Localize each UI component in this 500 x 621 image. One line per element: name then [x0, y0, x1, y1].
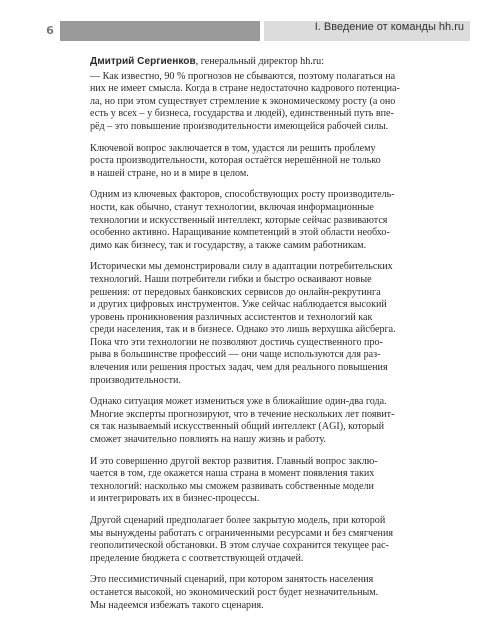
text-line: чается в том, где окажется наша страна в момент появления таких: [90, 468, 375, 480]
header-bar-left: [40, 21, 260, 41]
text-line: ности, как обычно, станут технологии, включая информационные: [90, 201, 374, 213]
section-title: I. Введение от команды hh.ru: [314, 21, 464, 33]
text-line: и интегрировать их в бизнес-процессы.: [90, 493, 260, 505]
text-line: влечения или решения простых задач, чем для реального повышения: [90, 362, 388, 374]
text-line: Пока что эти технологии не позволяют достичь существенного про-: [90, 336, 383, 348]
text-line: есть у всех – у бизнеса, государства и людей), единственный путь впе-: [90, 108, 394, 120]
text-line: Многие эксперты прогнозируют, что в течение нескольких лет появит-: [90, 408, 395, 420]
text-line: особенно активно. Наращивание компетенций в этой области необхо-: [90, 227, 390, 239]
text-line: технологий. Наши потребители гибки и быстро осваивают новые: [90, 273, 372, 285]
text-line: среди населения, так и в бизнесе. Однако это лишь верхушка айсберга.: [90, 324, 396, 336]
text-line: в нашей стране, но и в мире в целом.: [90, 167, 249, 179]
text-line: производительности.: [90, 374, 181, 386]
text-line: Одним из ключевых факторов, способствующих росту производитель-: [90, 189, 395, 201]
text-line: технологий: насколько мы сможем развивать собственные модели: [90, 480, 374, 492]
text-line: решения: от передовых банковских сервисов до онлайн-рекрутинга: [90, 286, 381, 298]
paragraph: [90, 143, 454, 181]
text-line: Ключевой вопрос заключается в том, удастся ли решить проблему: [90, 142, 376, 154]
paragraph: [90, 189, 454, 252]
text-line: останется высокой, но экономический рост будет незначительным.: [90, 586, 379, 598]
text-line: Мы надеемся избежать такого сценария.: [90, 599, 264, 611]
paragraph: [90, 456, 454, 506]
text-line: рёд – это повышение производительности имеющейся рабочей силы.: [90, 120, 389, 132]
text-line: ла, но при этом существует стремление к экономическому росту (а оно: [90, 95, 396, 107]
text-line: И это совершенно другой вектор развития. Главный вопрос заклю-: [90, 455, 378, 467]
text-line: Однако ситуация может измениться уже в ближайшие один-два года.: [90, 396, 387, 408]
text-line: них не имеет смысла. Когда в стране недостаточно кадрового потенциа-: [90, 83, 400, 95]
text-line: роста производительности, которая остаётся нерешённой не только: [90, 155, 381, 167]
text-line: геополитической обстановки. В этом случае сохранится текущее рас-: [90, 540, 389, 552]
text-line: и других цифровых инструментов. Уже сейчас наблюдается высокий: [90, 299, 387, 311]
text-line: Другой сценарий предполагает более закрытую модель, при которой: [90, 515, 386, 526]
paragraph: [90, 574, 454, 612]
text-line: — Как известно, 90 % прогнозов не сбываются, поэтому полагаться на: [90, 70, 396, 82]
text-line: димо как бизнесу, так и государству, а также самим работникам.: [90, 239, 367, 251]
text-line: Это пессимистичный сценарий, при котором занятость населения: [90, 574, 374, 586]
author-role: , генеральный директор hh.ru:: [195, 56, 325, 67]
paragraph: [90, 261, 454, 387]
text-line: уровень проникновения различных ассистентов и технологий как: [90, 311, 373, 323]
author-attribution: [90, 56, 454, 69]
paragraph: [90, 396, 454, 446]
text-line: мы вынуждены работать с ограниченными ресурсами и без смягчения: [90, 527, 394, 539]
author-name: Дмитрий Сергиенков: [90, 56, 196, 67]
page-body: [90, 56, 454, 621]
text-line: ся так называемый искусственный общий интеллект (AGI), который: [90, 421, 384, 433]
page-number: 6: [40, 21, 60, 41]
text-line: рыва в большинстве профессий — они чаще используются для раз-: [90, 349, 381, 361]
text-line: технологии и искусственный интеллект, которые сейчас развиваются: [90, 214, 388, 226]
paragraph: [90, 515, 454, 565]
header-bar-right: [264, 21, 470, 41]
paragraph: [90, 71, 454, 134]
text-line: Исторически мы демонстрировали силу в адаптации потребительских: [90, 261, 393, 273]
text-line: пределение бюджета с соответствующей отдачей.: [90, 552, 304, 564]
paragraph-list: [90, 71, 454, 613]
text-line: сможет значительно повлиять на нашу жизнь и работу.: [90, 434, 326, 446]
